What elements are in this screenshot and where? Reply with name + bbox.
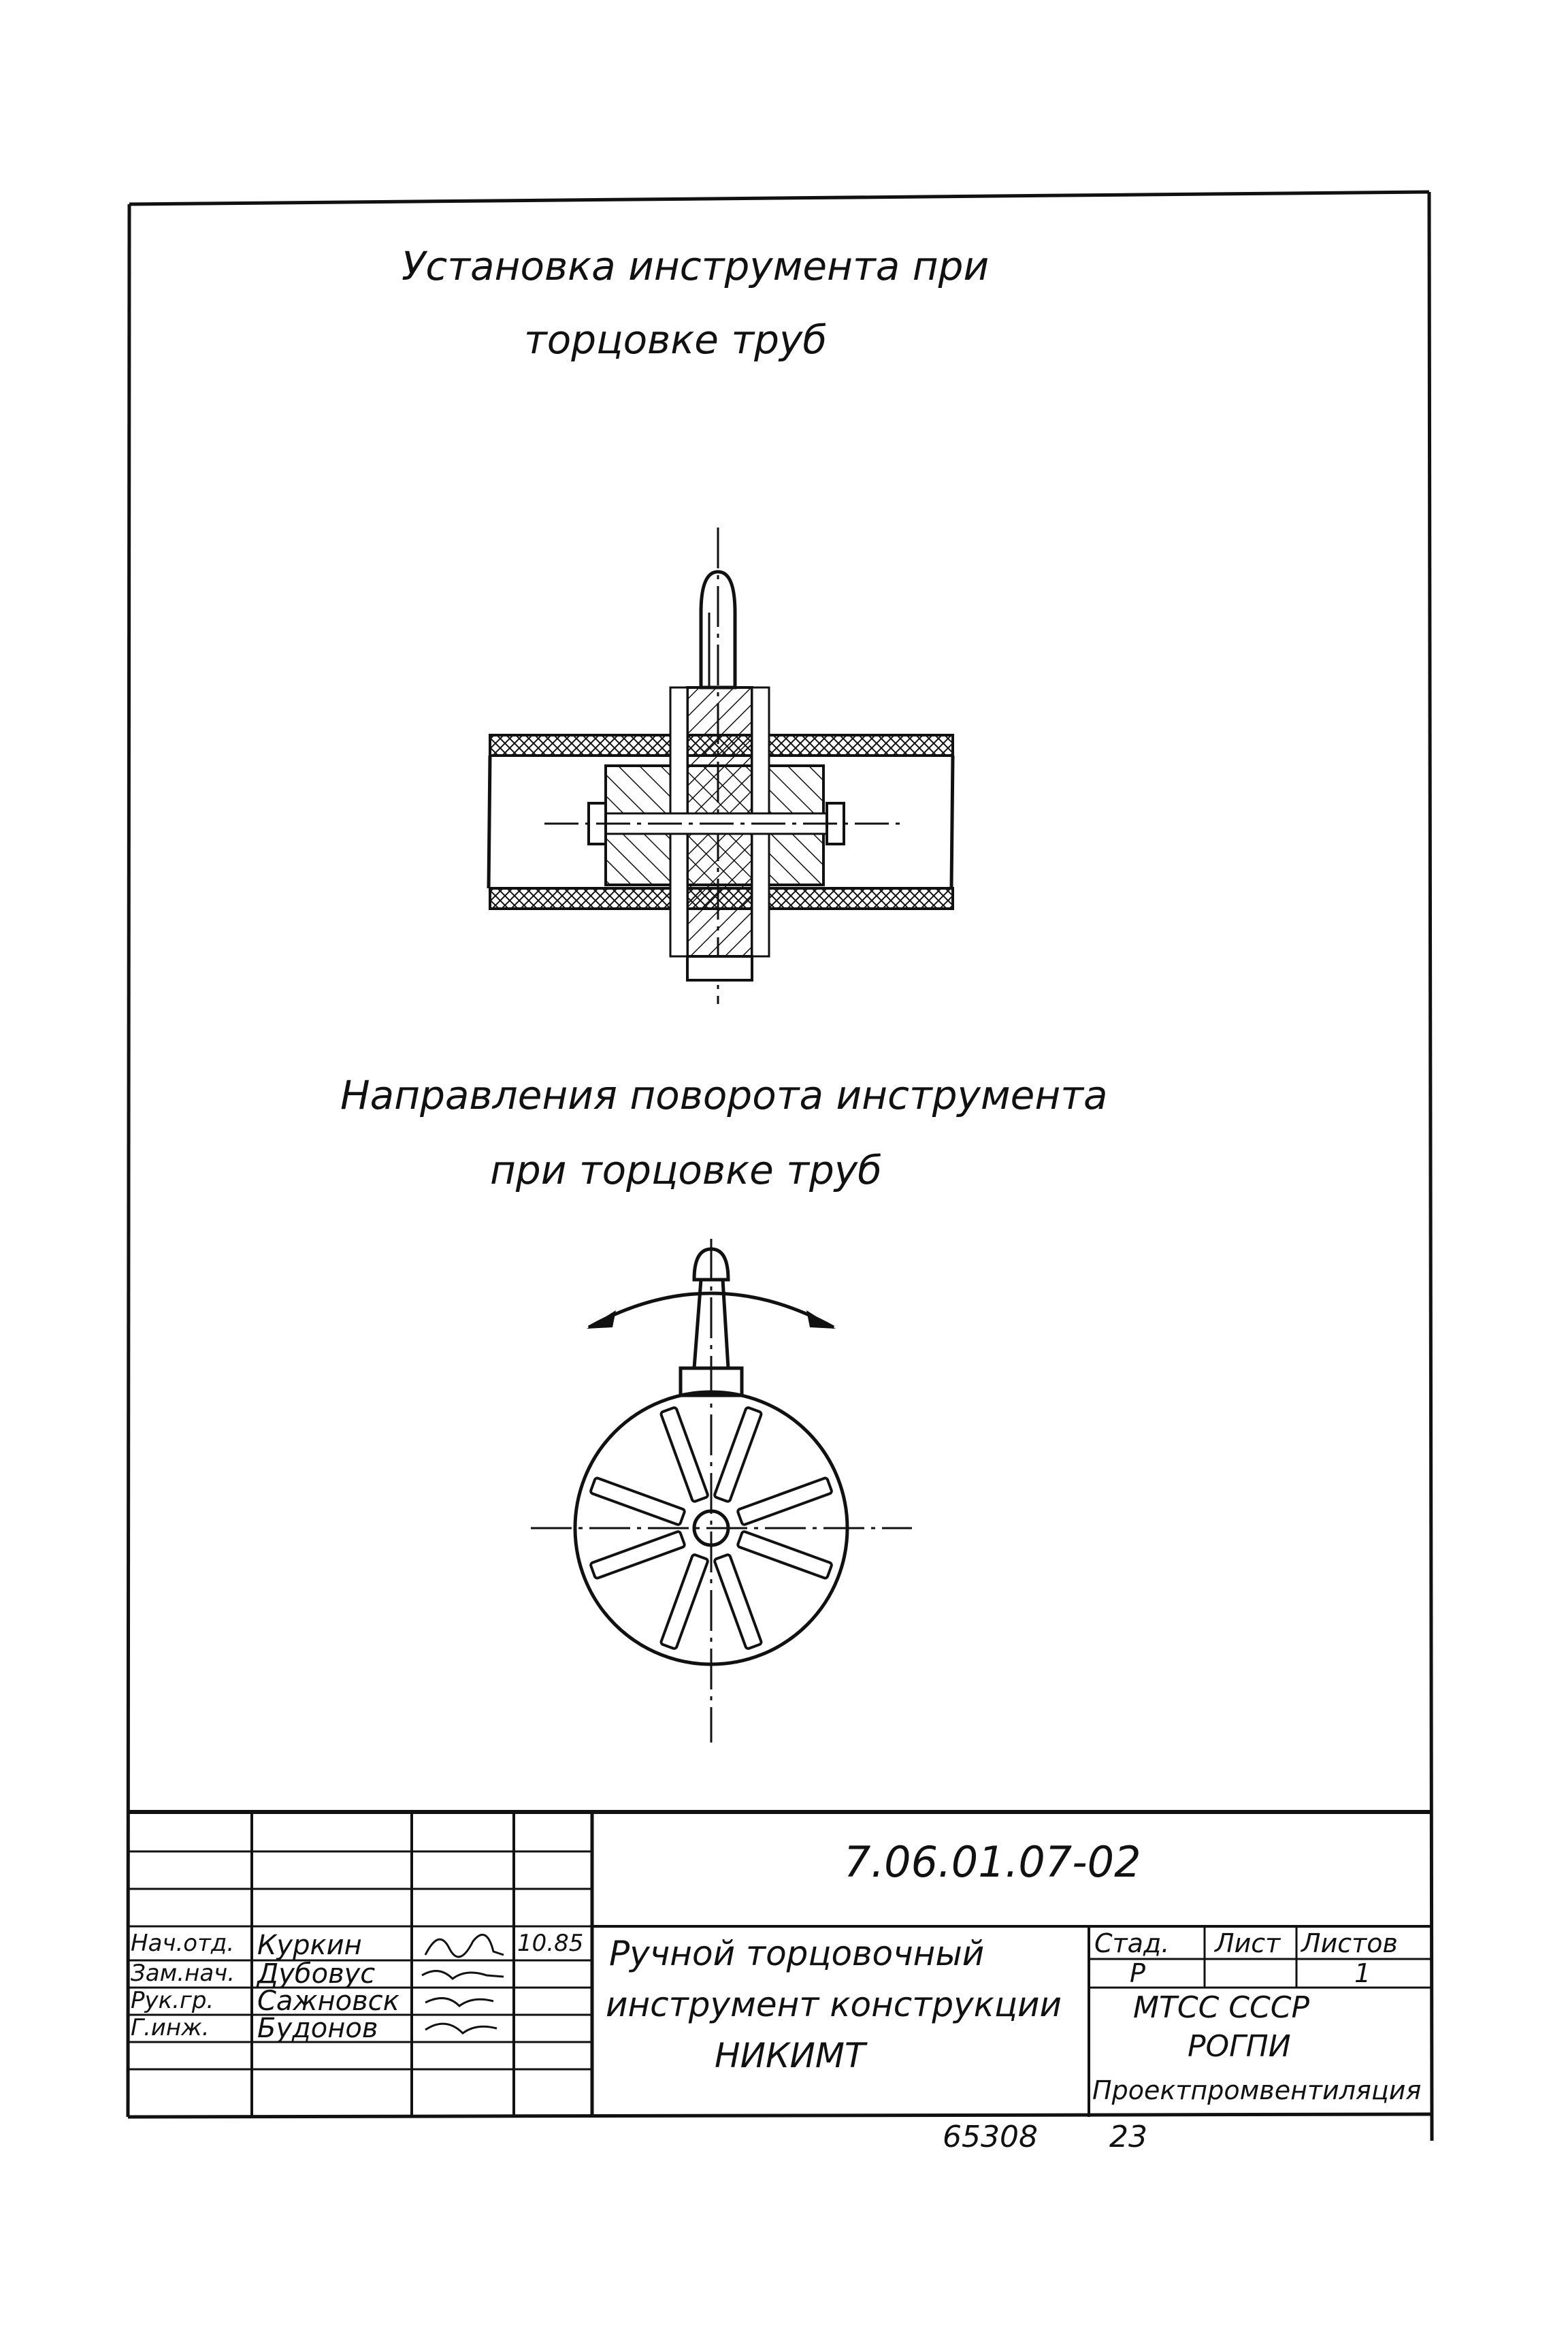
- section-title-bottom-line1: Направления поворота инструмента: [340, 1072, 1108, 1118]
- name-group-lead: Сажновск: [257, 1986, 399, 2017]
- name-head-dept: Куркин: [257, 1930, 362, 1961]
- signatures: [412, 1928, 514, 2043]
- section-title-top-line1: Установка инструмента при: [402, 243, 990, 289]
- organization-ministry: МТСС СССР: [1133, 1990, 1309, 2025]
- organization-name: Проектпромвентиляция: [1092, 2075, 1422, 2105]
- product-title-line3: НИКИМТ: [715, 2036, 866, 2075]
- sheets-label: Листов: [1301, 1928, 1398, 1958]
- document-designation: 7.06.01.07-02: [844, 1837, 1141, 1887]
- organization-institute: РОГПИ: [1188, 2029, 1291, 2064]
- approval-date: 10.85: [517, 1930, 584, 1957]
- role-deputy-head: Зам.нач.: [131, 1960, 235, 1987]
- product-title-line2: инструмент конструкции: [606, 1985, 1062, 2024]
- section-title-top-line2: торцовке труб: [524, 317, 828, 363]
- role-group-lead: Рук.гр.: [131, 1987, 214, 2014]
- page-number: 23: [1109, 2120, 1147, 2154]
- name-chief-engineer: Будонов: [257, 2013, 378, 2044]
- role-head-dept: Нач.отд.: [131, 1930, 235, 1957]
- role-chief-engineer: Г.инж.: [131, 2014, 210, 2041]
- inventory-number: 65308: [943, 2120, 1038, 2154]
- sheets-value: 1: [1354, 1958, 1371, 1988]
- sheet-label: Лист: [1215, 1928, 1281, 1958]
- product-title-line1: Ручной торцовочный: [609, 1934, 985, 1973]
- name-deputy-head: Дубовус: [257, 1958, 376, 1990]
- section-title-bottom-line2: при торцовке труб: [490, 1147, 882, 1193]
- stage-value: Р: [1130, 1958, 1145, 1988]
- stage-label: Стад.: [1094, 1928, 1170, 1958]
